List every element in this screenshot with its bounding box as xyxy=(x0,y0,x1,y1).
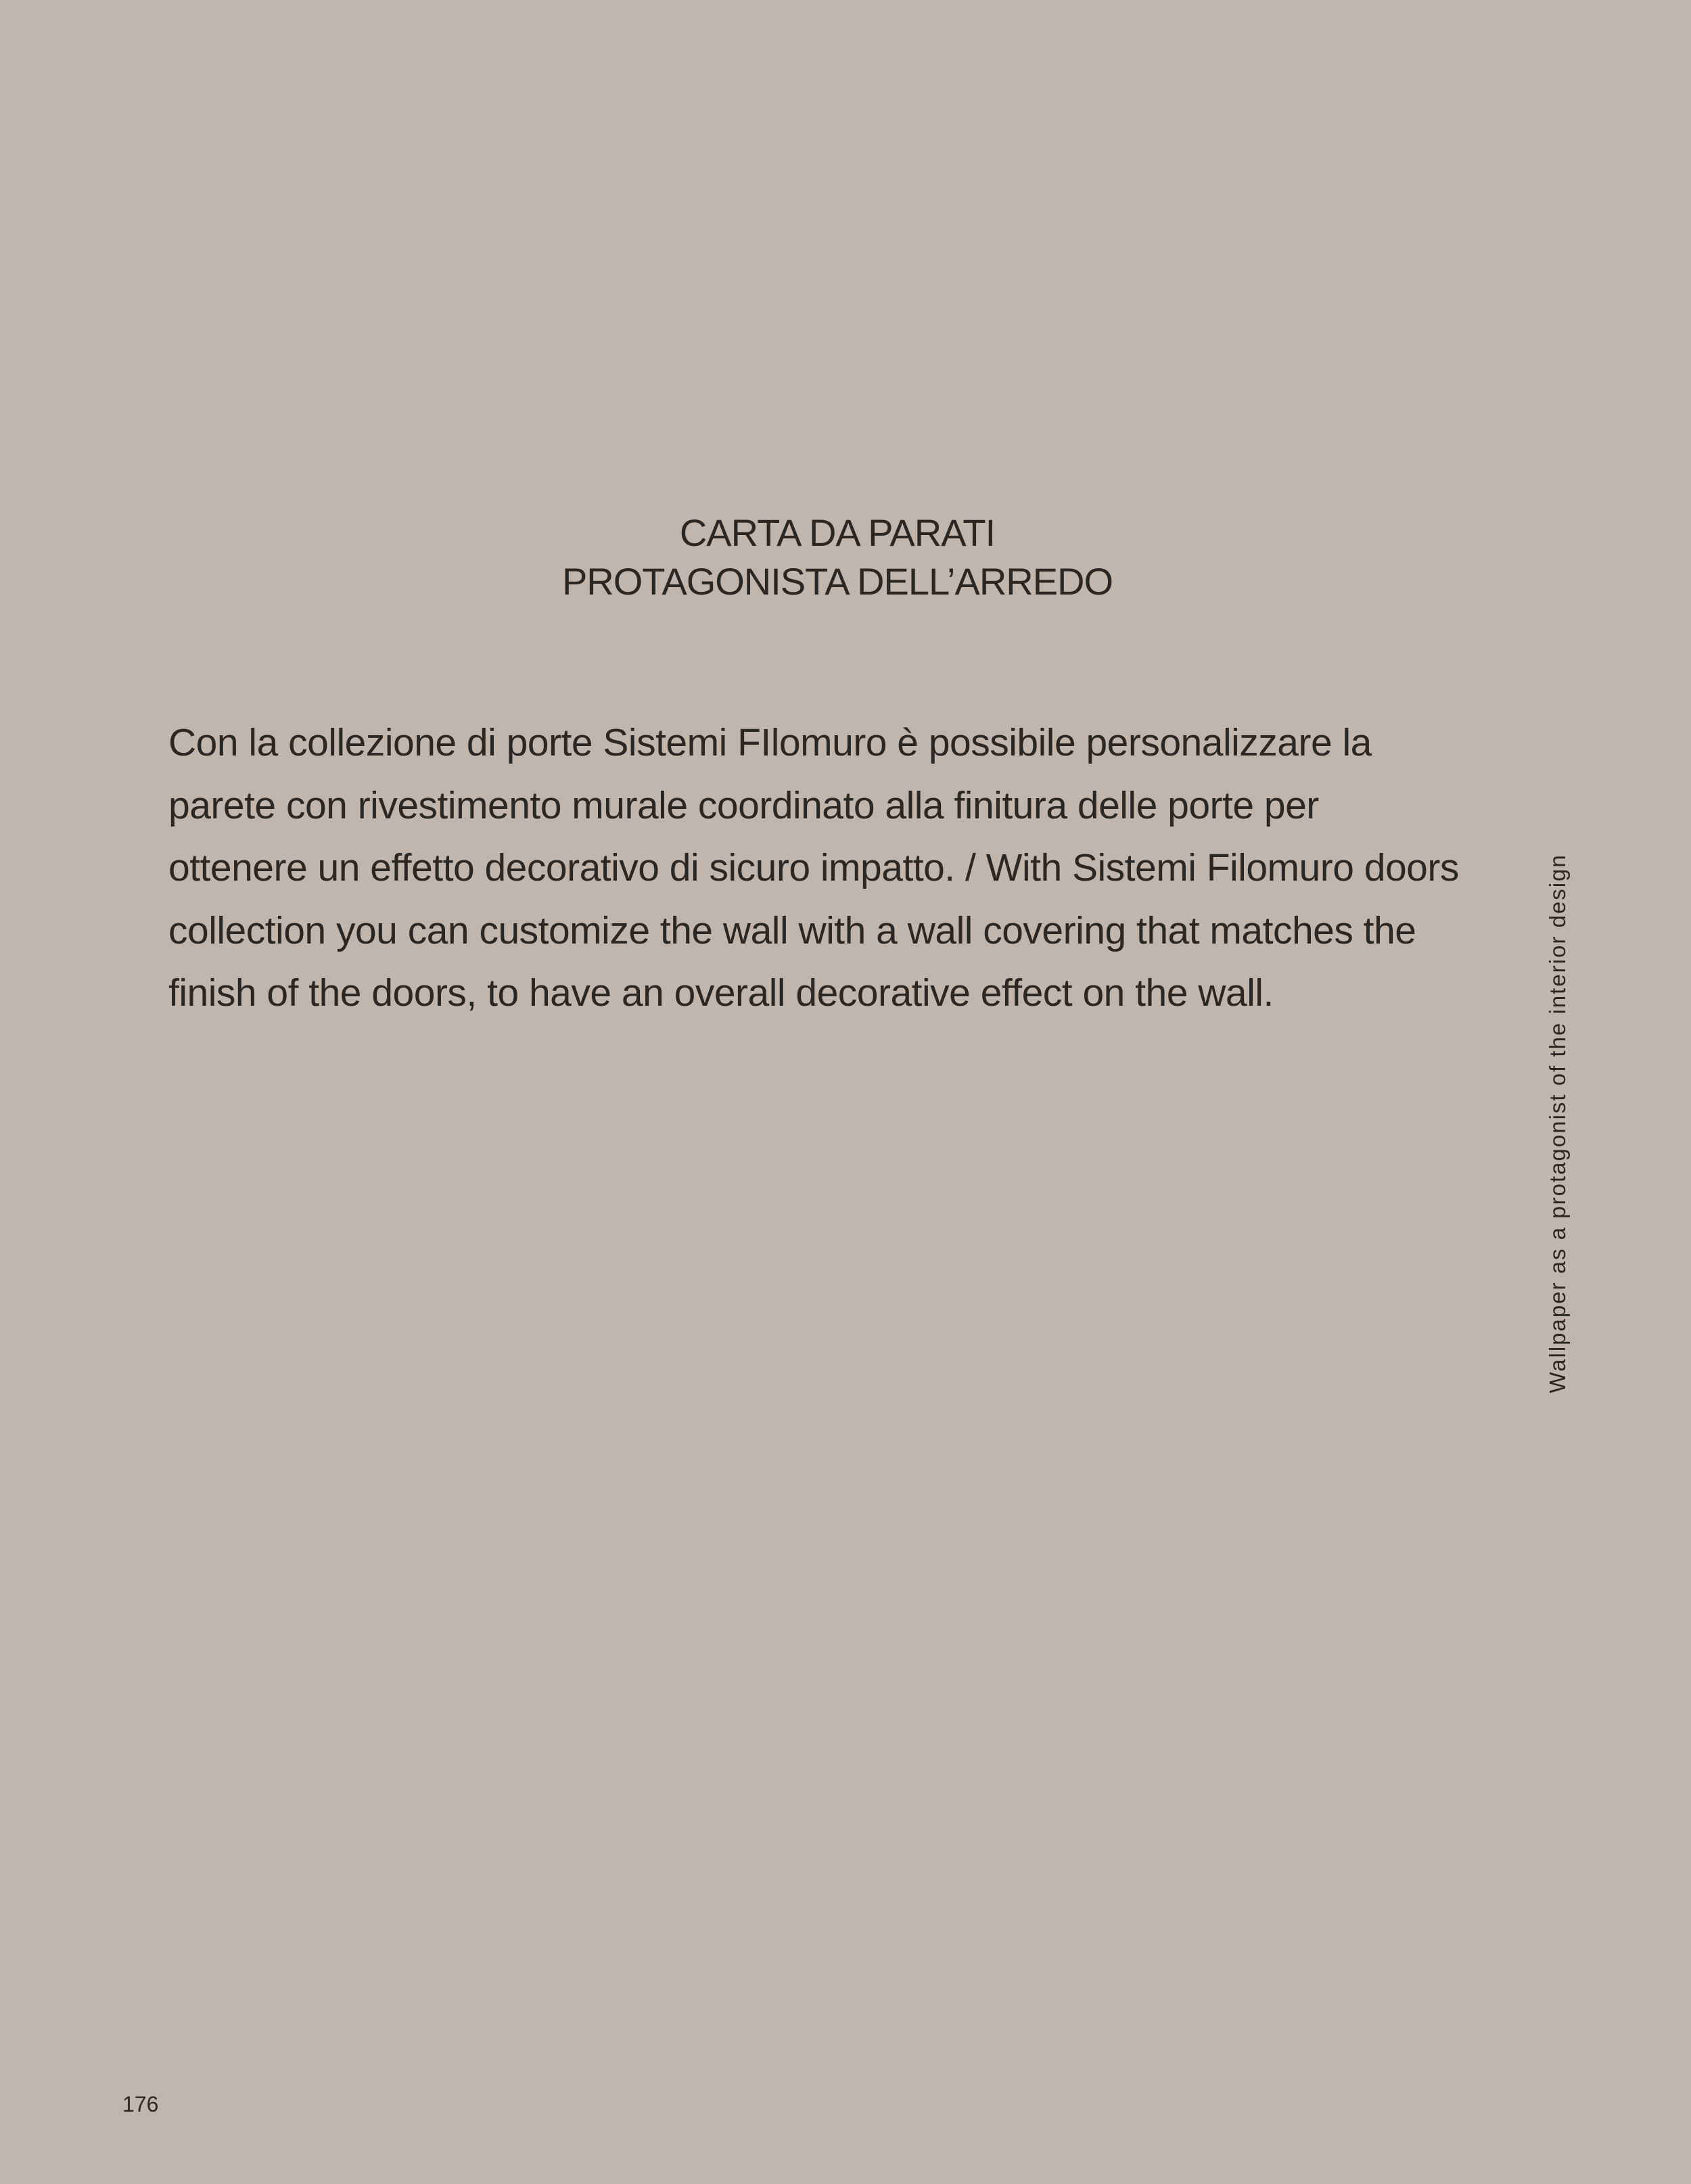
side-caption-text: Wallpaper as a protagonist of the interior design xyxy=(1545,854,1570,1393)
page-title xyxy=(0,509,1675,606)
body-paragraph: Con la collezione di porte Sistemi FIlomuro è possibile personalizzare la parete con rivestimento murale coordinato alla finitura delle porte per ottenere un effetto decorativo di sicuro impatto. / With Sistemi Filomuro doors collection you can customize the wall with a wall covering that matches the finish of the doors, to have an overall decorative effect on the wall. xyxy=(168,721,1459,1015)
page-title-line-2: PROTAGONISTA DELL’ARREDO xyxy=(561,560,1113,603)
page-number: 176 xyxy=(122,2092,159,2116)
page-title-line-1: CARTA DA PARATI xyxy=(679,511,996,554)
